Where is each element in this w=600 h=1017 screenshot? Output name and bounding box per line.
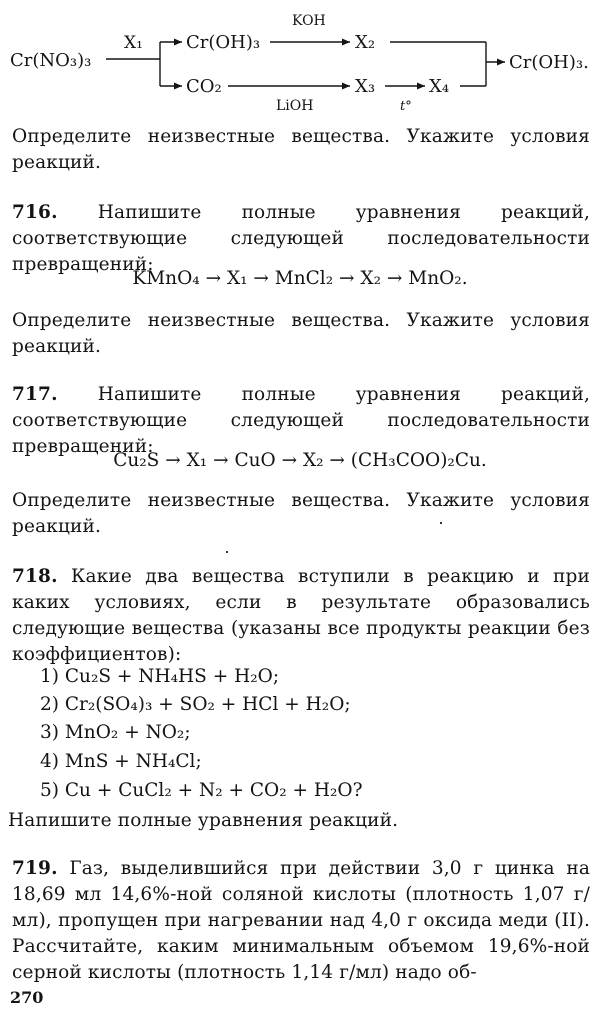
problem-number: 717. [12,384,58,405]
scheme-heat: t° [400,99,412,114]
chain-717: Cu₂S → X₁ → CuO → X₂ → (CH₃COO)₂Cu. [113,450,487,471]
final-718: Напишите полные уравнения реакций. [8,810,399,831]
problem-718 [12,564,590,668]
reaction-item-4: 4) MnS + NH₄Cl; [40,751,202,772]
scheme-x3: X₃ [355,76,376,97]
reaction-item-3: 3) MnO₂ + NO₂; [40,722,191,743]
problem-text: Газ, выделившийся при действии 3,0 г цинка на 18,69 мл 14,6%-ной соляной кислоты (плотность 1,07 г/мл), пропущен при нагревании над 4,0 г оксида меди (II). Рассчитайте, каким минимальным объемом 19,6%-ной серной кислоты (плотность 1,14 г/мл) надо об- [12,858,591,983]
problem-text: Напишите полные уравнения реакций, соответствующие следующей последовательности превращений: [12,384,590,457]
problem-text: Напишите полные уравнения реакций, соответствующие следующей последовательности превращений: [12,202,590,275]
problem-number: 716. [12,202,58,223]
scheme-question: Определите неизвестные вещества. Укажите условия реакций. [12,126,590,173]
reaction-scheme [0,0,600,125]
scheme-x4: X₄ [429,76,450,97]
scheme-start: Cr(NO₃)₃ [10,50,92,71]
scheme-top-product: Cr(OH)₃ [186,32,261,53]
scheme-top-reagent: KOH [292,13,326,29]
scheme-x1: X₁ [124,33,143,53]
problem-719 [12,856,590,986]
question-717: Определите неизвестные вещества. Укажите условия реакций. [12,490,590,537]
page-number: 270 [10,988,44,1007]
speck [226,551,228,553]
scheme-bottom-reagent: LiOH [276,98,314,114]
speck [440,522,442,524]
reaction-item-5: 5) Cu + CuCl₂ + N₂ + CO₂ + H₂O? [40,780,363,801]
problem-text: Какие два вещества вступили в реакцию и при каких условиях, если в результате образовались следующие вещества (указаны все продукты реакции без коэффициентов): [12,566,590,665]
scheme-end: Cr(OH)₃. [509,52,589,73]
chain-716: KMnO₄ → X₁ → MnCl₂ → X₂ → MnO₂. [132,268,468,289]
reaction-item-2: 2) Cr₂(SO₄)₃ + SO₂ + HCl + H₂O; [40,694,351,715]
reaction-item-1: 1) Cu₂S + NH₄HS + H₂O; [40,666,280,687]
question-716: Определите неизвестные вещества. Укажите условия реакций. [12,310,590,357]
scheme-bottom-product: CO₂ [186,76,222,97]
problem-number: 719. [12,858,58,879]
scheme-x2: X₂ [355,32,376,53]
problem-number: 718. [12,566,58,587]
